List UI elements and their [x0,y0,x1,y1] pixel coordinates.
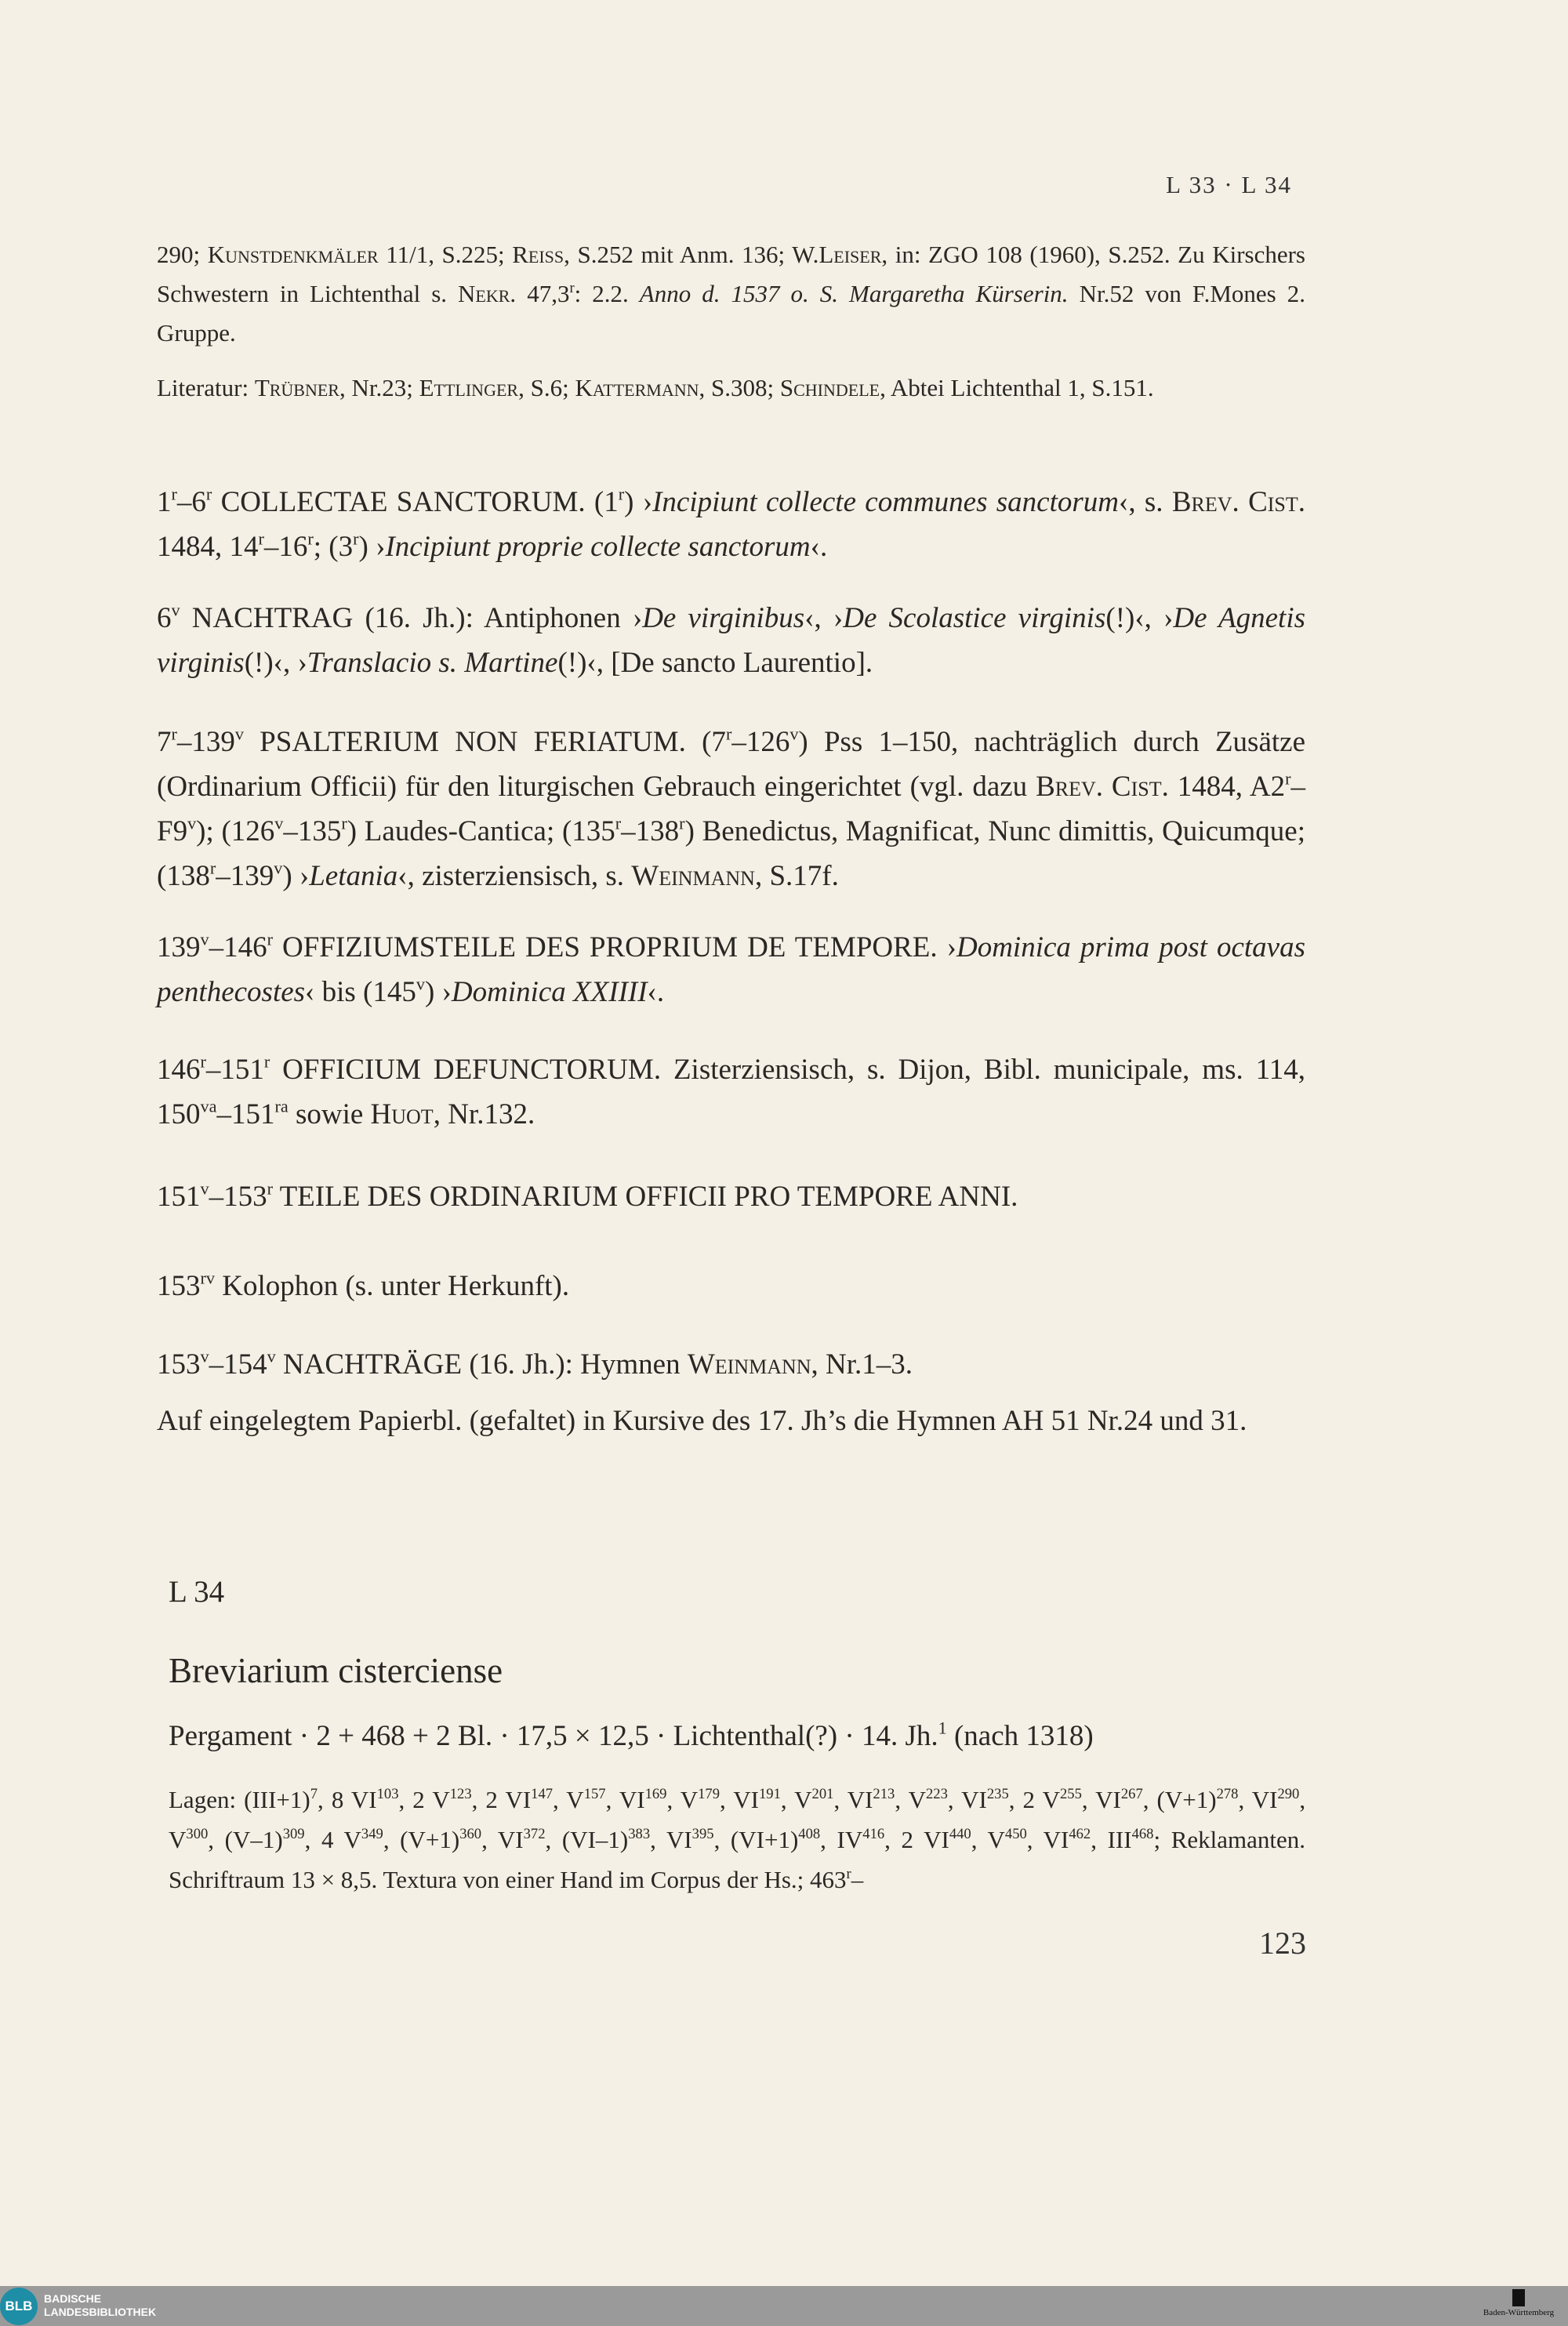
text: , (VI–1) [545,1826,629,1853]
text: Auf eingelegtem Papierbl. (gefaltet) in Kursive des 17. Jh’s die Hymnen AH 51 Nr.24 und 31. [157,1405,1247,1437]
superscript: v [789,724,799,744]
superscript: r [615,813,622,833]
paragraph-lagen [169,1780,1305,1900]
text: , 2 VI [471,1786,532,1813]
author-name: Nekr. [458,280,517,307]
manuscript-description [169,1714,1305,1758]
superscript: 157 [583,1785,606,1802]
text: –151 [205,1054,264,1086]
text: –138 [621,815,680,847]
superscript: r [725,724,732,744]
text: 6 [157,602,172,634]
author-name: Kunstdenkmäler [207,241,379,268]
superscript: r [341,813,347,833]
superscript: 7 [310,1785,318,1802]
italic-quote: Letania [309,860,398,892]
superscript: r [205,484,212,504]
page-number: 123 [1259,1925,1306,1961]
text: ‹, › [804,602,844,634]
text: NACHTRAG (16. Jh.): Antiphonen › [180,602,643,634]
text: 1484, A2 [1168,771,1286,803]
entry-ordinarium-officii [157,1174,1305,1219]
text: (!)‹, [De sancto Laurentio]. [557,647,873,679]
entry-psalterium [157,720,1305,898]
text: , VI [605,1786,645,1813]
entry-nachtraege-hymnen [157,1342,1305,1387]
text: ) › [424,976,452,1008]
text: 11/1, S.225; [378,241,513,268]
text: , S.252 mit Anm. 136; W. [564,241,819,268]
text: , V [780,1786,812,1813]
paragraph-papierblatt [157,1399,1305,1443]
italic-quote: Dominica prima post octavas penthecostes [157,931,1305,1008]
superscript: 462 [1069,1825,1091,1842]
superscript: r [171,484,177,504]
text: OFFIZIUMSTEILE DES PROPRIUM DE TEMPORE. › [272,931,956,963]
superscript: 103 [376,1785,399,1802]
superscript: v [171,600,180,620]
coat-of-arms-icon [1512,2289,1525,2306]
text: , 2 V [1008,1786,1060,1813]
text: Pergament · 2 + 468 + 2 Bl. · 17,5 × 12,5 · Lichtenthal(?) · 14. Jh. [169,1720,938,1752]
superscript: v [200,1346,209,1366]
text: 151 [157,1181,201,1213]
text: , (V+1) [383,1826,460,1853]
text: ; (3 [313,531,354,563]
text: , Nr.23; [339,374,419,401]
text: , Abtei Lichtenthal 1, S.151. [880,374,1154,401]
superscript: r [209,858,216,878]
text: , Nr.1–3. [811,1348,913,1381]
superscript: 179 [698,1785,720,1802]
text: , 2 V [398,1786,450,1813]
text: –139 [216,860,274,892]
text: ) Pss 1–150, nachträglich durch Zusätze (Ordinarium Officii) für den liturgischen Gebrauch eingerichtet (vgl. dazu [157,726,1305,803]
text: –6 [176,486,206,518]
text: , VI [1238,1786,1278,1813]
text: ‹, zisterziensisch, s. [397,860,632,892]
text: 153 [157,1348,201,1381]
text: , in: ZGO 108 (1960), S.252. Zu Kirschers Schwestern in Lichtenthal s. [157,241,1305,307]
author-name: Huot [370,1098,434,1130]
text: 290; [157,241,208,268]
text: , VI [720,1786,759,1813]
text: –F9 [157,771,1305,847]
blb-logo-icon: BLB [0,2288,38,2325]
text: 1 [157,486,172,518]
paragraph-bibliography-continuation [157,235,1305,353]
superscript: v [200,929,209,949]
text: Lagen: (III+1) [169,1786,310,1813]
superscript: r [263,1051,270,1072]
section-title: Breviarium cisterciense [169,1651,503,1690]
state-label: Baden-Württemberg [1483,2308,1555,2317]
text: ) Benedictus, Magnificat, Nunc dimittis, Quicumque; (138 [157,815,1305,892]
text: , S.308; [699,374,780,401]
text: , S.6; [518,374,575,401]
text: ) Laudes-Cantica; (135 [347,815,615,847]
superscript: 349 [361,1825,383,1842]
superscript: r [307,528,314,549]
library-name-line1: BADISCHE [44,2292,102,2305]
text: ‹. [647,976,665,1008]
superscript: 360 [459,1825,482,1842]
superscript: 300 [186,1825,209,1842]
author-name: Trübner [254,374,339,401]
text: PSALTERIUM NON FERIATUM. (7 [243,726,726,758]
text: COLLECTAE SANCTORUM. (1 [212,486,619,518]
superscript: r [679,813,685,833]
text: , Nr.132. [433,1098,535,1130]
text: , VI [1026,1826,1069,1853]
superscript: 147 [531,1785,554,1802]
text: ) › [282,860,310,892]
superscript: 235 [986,1785,1009,1802]
superscript: 450 [1004,1825,1027,1842]
paragraph-literatur [157,368,1305,408]
superscript: v [416,974,425,994]
superscript: r [171,724,177,744]
superscript: 408 [798,1825,821,1842]
text: , V [666,1786,699,1813]
superscript: v [234,724,244,744]
text: , 4 V [304,1826,361,1853]
superscript: 255 [1059,1785,1082,1802]
italic-quote: Incipiunt collecte communes sanctorum [652,486,1120,518]
text: , V [971,1826,1005,1853]
text: –151 [216,1098,275,1130]
text: , III [1091,1826,1132,1853]
author-name: Ettlinger [419,374,519,401]
text: –153 [209,1181,267,1213]
text: –146 [209,931,267,963]
text: , VI [481,1826,524,1853]
superscript: r [258,528,264,549]
text: –135 [283,815,342,847]
author-name: Schindele [779,374,880,401]
text: TEILE DES ORDINARIUM OFFICII PRO TEMPORE ANNI. [272,1181,1018,1213]
text: 1484, 14 [157,531,259,563]
superscript: 169 [644,1785,667,1802]
text: , (V–1) [208,1826,283,1853]
text: ); (126 [196,815,275,847]
text: ‹. [810,531,828,563]
superscript: 267 [1120,1785,1143,1802]
text: ; Reklamanten. Schriftraum 13 × 8,5. Textura von einer Hand im Corpus der Hs.; 463 [169,1826,1305,1893]
author-name: Brev. Cist. [1036,771,1169,803]
text: , V [553,1786,584,1813]
text: ‹, s. [1119,486,1172,518]
text: , 2 VI [884,1826,949,1853]
state-logo [1475,2289,1562,2324]
superscript: v [274,858,283,878]
superscript: 440 [949,1825,971,1842]
superscript: r [846,1865,851,1882]
text: Nr.52 von F.Mones 2. Gruppe. [157,280,1305,347]
superscript: 383 [628,1825,651,1842]
text: , V [169,1786,1306,1853]
author-name: Brev. Cist. [1171,486,1305,518]
superscript: 468 [1131,1825,1154,1842]
text: : 2.2. [574,280,640,307]
italic-quote: De Scolastice virginis [843,602,1106,634]
superscript: r [1285,768,1291,789]
superscript: 213 [873,1785,895,1802]
library-name-line2: LANDESBIBLIOTHEK [44,2306,157,2318]
library-name [44,2292,156,2319]
text: , VI [833,1786,873,1813]
superscript: rv [200,1268,215,1288]
superscript: 123 [449,1785,472,1802]
superscript: 223 [925,1785,948,1802]
superscript: 201 [811,1785,834,1802]
text: (!)‹, › [1105,602,1174,634]
superscript: r [618,484,625,504]
text: –126 [731,726,790,758]
author-name: Weinmann [631,860,755,892]
superscript: 278 [1216,1785,1239,1802]
text: , 8 VI [318,1786,377,1813]
text: , VI [650,1826,692,1853]
entry-officium-defunctorum [157,1047,1305,1137]
text: ) › [624,486,653,518]
italic-quote: Anno d. 1537 o. S. Margaretha Kürserin. [639,280,1069,307]
text: 7 [157,726,172,758]
text: , IV [820,1826,863,1853]
text: , V [895,1786,926,1813]
text: , VI [947,1786,987,1813]
text: ) › [358,531,386,563]
author-name: Leiser [818,241,882,268]
running-head: L 33 · L 34 [1166,171,1292,198]
superscript: v [274,813,284,833]
superscript: va [200,1096,217,1116]
text: 139 [157,931,201,963]
text: , (V+1) [1142,1786,1217,1813]
footer-bar [0,2286,1568,2326]
text: 146 [157,1054,201,1086]
text: , (VI+1) [713,1826,799,1853]
superscript: r [353,528,359,549]
text: – [851,1866,864,1893]
text: (!)‹, › [244,647,307,679]
superscript: r [200,1051,206,1072]
entry-offiziumsteile [157,925,1305,1014]
italic-quote: Incipiunt proprie collecte sanctorum [385,531,811,563]
author-name: Reiss [512,241,564,268]
text: , S.17f. [754,860,839,892]
superscript: r [569,279,575,296]
text: , VI [1081,1786,1121,1813]
superscript: r [267,1178,273,1199]
superscript: r [267,929,273,949]
text: Literatur: [157,374,255,401]
text: sowie [288,1098,371,1130]
superscript: v [187,813,197,833]
text: –16 [263,531,308,563]
superscript: v [200,1178,209,1199]
text: –154 [209,1348,267,1381]
italic-quote: De virginibus [642,602,805,634]
section-id: L 34 [169,1575,225,1609]
superscript: v [267,1346,276,1366]
text: ‹ bis (145 [305,976,416,1008]
superscript: 290 [1277,1785,1300,1802]
author-name: Kattermann [575,374,699,401]
text: (nach 1318) [946,1720,1094,1752]
superscript: 395 [691,1825,714,1842]
superscript: ra [274,1096,289,1116]
text: –139 [176,726,235,758]
italic-quote: De Agnetis virginis [157,602,1305,679]
superscript: 191 [759,1785,781,1802]
text: NACHTRÄGE (16. Jh.): Hymnen [275,1348,688,1381]
italic-quote: Translacio s. Martine [307,647,558,679]
author-name: Weinmann [687,1348,811,1381]
entry-collectae-sanctorum [157,480,1305,569]
text: 47,3 [516,280,570,307]
text: 153 [157,1270,201,1302]
superscript: 416 [862,1825,885,1842]
entry-kolophon [157,1264,1305,1308]
entry-nachtrag-antiphonen [157,596,1305,685]
text: Kolophon (s. unter Herkunft). [214,1270,570,1302]
italic-quote: Dominica XXIIII [451,976,648,1008]
superscript: 309 [282,1825,305,1842]
superscript: 372 [523,1825,546,1842]
text: OFFICIUM DEFUNCTORUM. Zisterziensisch, s. Dijon, Bibl. municipale, ms. 114, 150 [157,1054,1305,1130]
footnote-marker: 1 [938,1718,947,1738]
